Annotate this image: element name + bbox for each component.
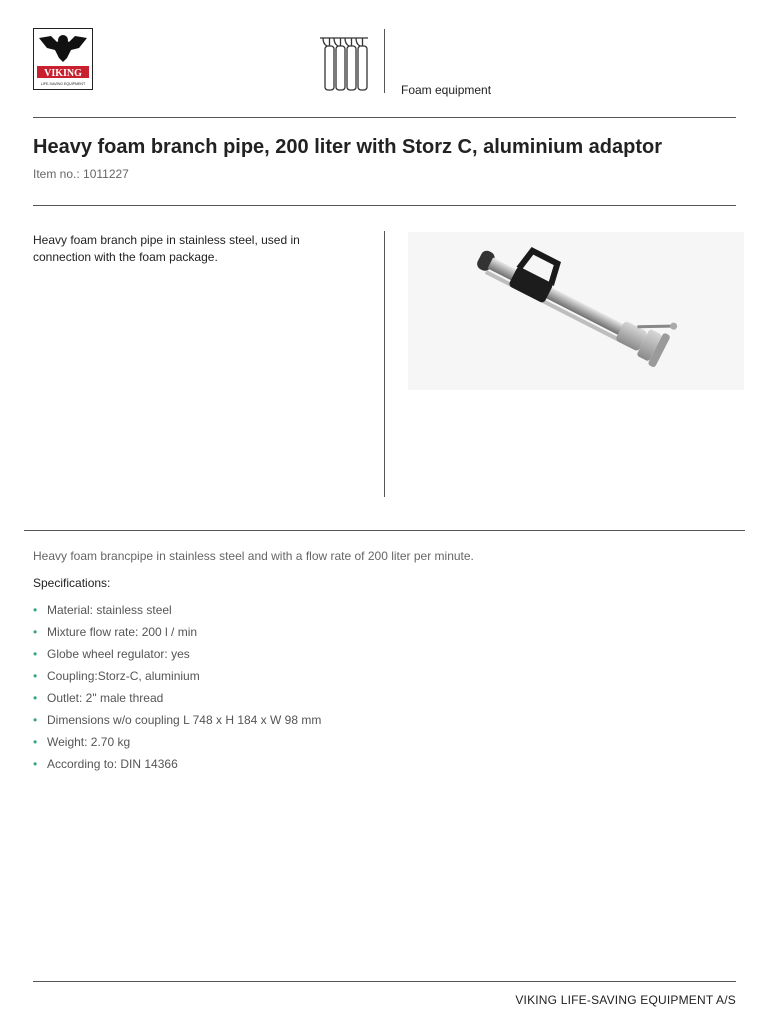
bullet-icon: • — [33, 735, 38, 749]
long-description: Heavy foam brancpipe in stainless steel and with a flow rate of 200 liter per minute. — [33, 549, 474, 563]
bullet-icon: • — [33, 625, 38, 639]
bullet-icon: • — [33, 647, 38, 661]
specifications-list — [33, 601, 321, 777]
column-divider — [384, 231, 385, 497]
item-number — [33, 167, 129, 181]
spec-item: • According to: DIN 14366 — [33, 757, 178, 771]
spec-item: • Dimensions w/o coupling L 748 x H 184 x W 98 mm — [33, 713, 322, 727]
footer-company: VIKING LIFE-SAVING EQUIPMENT A/S — [515, 993, 736, 1007]
cylinders-icon — [318, 34, 372, 94]
item-number-label: Item no.: — [33, 167, 80, 181]
bullet-icon: • — [33, 669, 38, 683]
specifications-title: Specifications: — [33, 576, 111, 590]
bullet-icon: • — [33, 757, 38, 771]
spec-item: • Globe wheel regulator: yes — [33, 647, 190, 661]
footer-divider — [33, 981, 736, 982]
spec-item: • Mixture flow rate: 200 l / min — [33, 625, 198, 639]
item-number-value: 1011227 — [83, 167, 129, 181]
bullet-icon: • — [33, 691, 38, 705]
logo-subtext: LIFE-SAVING EQUIPMENT — [40, 82, 86, 86]
divider — [24, 530, 745, 531]
short-description: Heavy foam branch pipe in stainless steel, used in connection with the foam package. — [33, 233, 300, 264]
divider — [33, 205, 736, 206]
spec-item: • Outlet: 2" male thread — [33, 691, 164, 705]
product-image — [408, 232, 744, 390]
category-label: Foam equipment — [401, 83, 492, 97]
viking-logo — [33, 28, 93, 90]
spec-item: • Weight: 2.70 kg — [33, 735, 131, 749]
product-title: Heavy foam branch pipe, 200 liter with Storz C, aluminium adaptor — [33, 136, 663, 158]
header-divider — [384, 29, 385, 93]
bullet-icon: • — [33, 603, 38, 617]
logo-text: VIKING — [44, 68, 82, 79]
divider — [33, 117, 736, 118]
bullet-icon: • — [33, 713, 38, 727]
spec-item: • Coupling:Storz-C, aluminium — [33, 669, 200, 683]
spec-item: • Material: stainless steel — [33, 603, 172, 617]
